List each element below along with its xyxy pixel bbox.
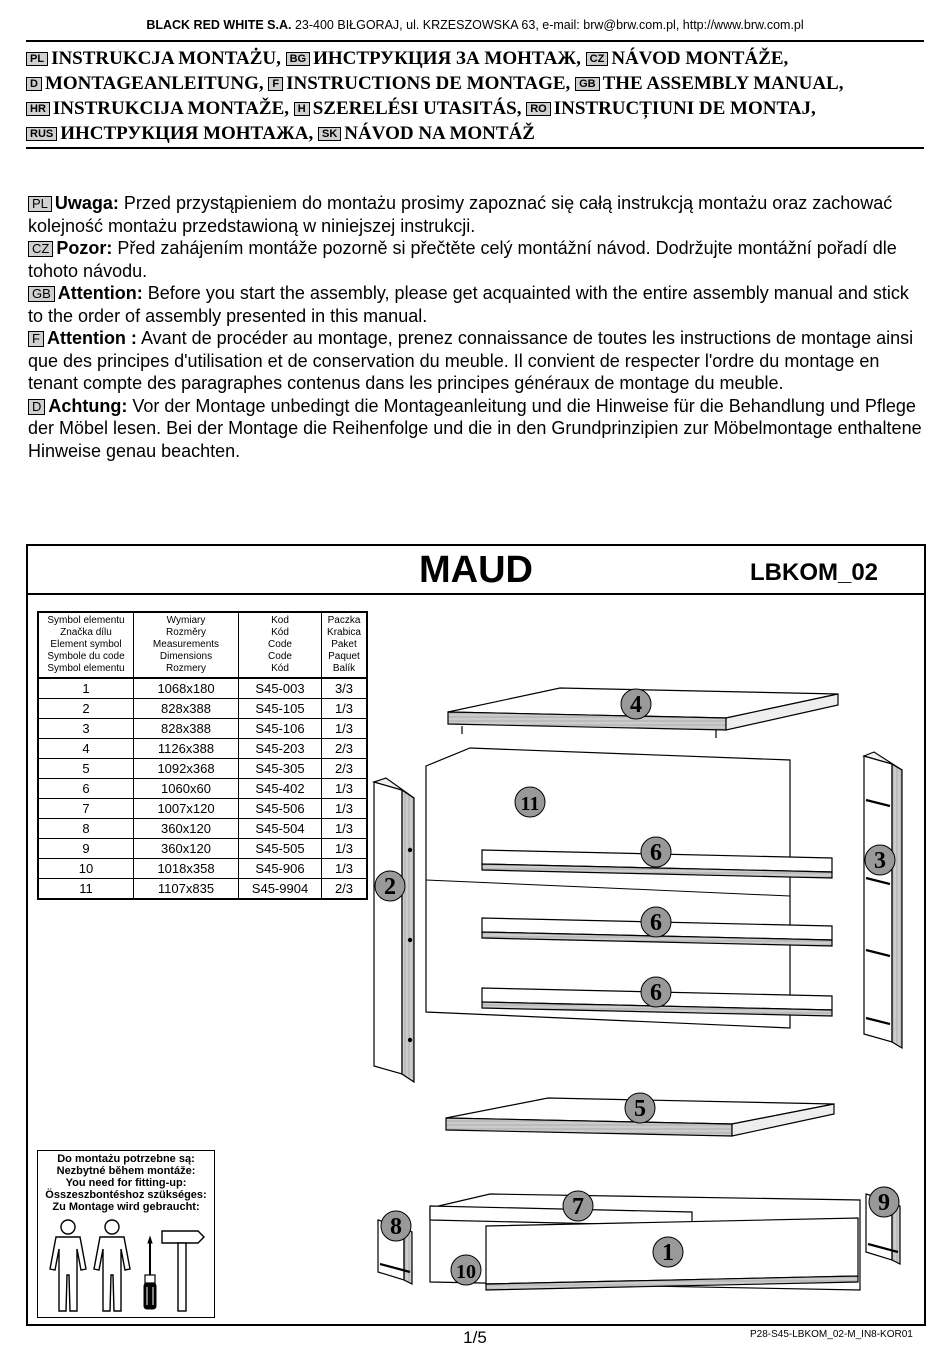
title-text: INSTRUCȚIUNI DE MONTAJ, [553, 98, 816, 119]
tools-line: Do montażu potrzebne są: [57, 1153, 195, 1165]
language-code-badge: GB [28, 286, 55, 302]
table-cell: 11 [38, 879, 134, 900]
part-2-left-side [374, 778, 414, 1082]
title-text: NÁVOD MONTÁŽE, [611, 48, 789, 69]
callout-1-text: 1 [662, 1240, 674, 1266]
note-text: Przed przystąpieniem do montażu prosimy zapoznać się całą instrukcją montażu oraz zachować kolejność montażu przedstawioną w niniejszej instrukcji. [28, 193, 893, 236]
note-label: Attention : [46, 328, 137, 348]
callout-2 [375, 871, 405, 901]
header-line: Značka dílu [60, 627, 112, 638]
callout-6b-text: 6 [650, 910, 662, 936]
callout-6c-text: 6 [650, 980, 662, 1006]
title-text: SZERELÉSI UTASITÁS, [312, 98, 522, 119]
callout-4-text: 4 [630, 692, 642, 718]
table-cell: 6 [38, 779, 134, 799]
callout-11 [515, 787, 545, 817]
language-code-badge: F [268, 77, 283, 91]
table-cell: 8 [38, 819, 134, 839]
header-line: Rozměry [165, 627, 206, 638]
callout-9 [869, 1187, 899, 1217]
tools-line: Nezbytné během montáže: [56, 1165, 196, 1177]
language-code-badge: RUS [26, 127, 57, 141]
table-cell: 1/3 [322, 699, 368, 719]
part-11-back-panel [426, 748, 790, 1028]
callout-9-text: 9 [878, 1190, 890, 1216]
callout-3-text: 3 [874, 848, 886, 874]
callout-6c [641, 977, 671, 1007]
callout-5 [625, 1093, 655, 1123]
table-cell: S45-106 [239, 719, 322, 739]
title-text: INSTRUKCJA MONTAŻU, [51, 48, 281, 69]
table-cell: 1 [38, 678, 134, 699]
note-text: Vor der Montage unbedingt die Montageanleitung und die Hinweise für die Behandlung und Pflege der Möbel lesen. Bei der Montage die Reihenfolge und die in den Grundprinzipien zur Möbelmontage enthaltene Hinweise genau beachten. [28, 395, 922, 461]
callout-3 [865, 845, 895, 875]
callout-7-text: 7 [572, 1194, 584, 1220]
callout-2-text: 2 [384, 874, 396, 900]
note-label: Achtung: [48, 395, 128, 416]
language-code-badge: GB [575, 77, 600, 91]
table-cell: 1/3 [322, 839, 368, 859]
title-text: MONTAGEANLEITUNG, [44, 73, 264, 94]
title-text: NÁVOD NA MONTÁŽ [344, 123, 535, 144]
table-cell: 1/3 [322, 779, 368, 799]
header-line: Measurements [152, 639, 220, 650]
header-line: Krabica [327, 627, 361, 638]
header-line: Paquet [328, 651, 360, 662]
tools-line: Összeszbontéshoz szükséges: [45, 1189, 207, 1201]
note-label: Pozor: [56, 238, 113, 258]
callout-8-text: 8 [390, 1214, 402, 1240]
header-line: Kód [271, 627, 289, 638]
table-cell: 2/3 [322, 759, 368, 779]
header-line: Code [268, 651, 292, 662]
title-text: ИНСТРУКЦИЯ ЗА МОНТАЖ, [313, 48, 581, 69]
header-line: Dimensions [159, 651, 213, 662]
tools-line: You need for fitting-up: [65, 1177, 187, 1189]
table-cell: 2 [38, 699, 134, 719]
note-text: Před zahájením montáže pozorně si přečtěte celý montážní návod. Dodržujte montážní pořadí dle tohoto návodu. [28, 238, 897, 281]
header-line: Symbol elementu [47, 615, 125, 626]
header-line: Paczka [327, 615, 361, 626]
page-number: 1/5 [463, 1328, 487, 1347]
table-cell: 2/3 [322, 879, 368, 900]
language-code-badge: PL [28, 196, 52, 212]
part-3-right-side [864, 752, 902, 1048]
document-code: P28-S45-LBKOM_02-M_IN8-KOR01 [750, 1329, 913, 1340]
language-code-badge: SK [318, 127, 341, 141]
title-text: INSTRUKCIJA MONTAŽE, [52, 98, 290, 119]
header-line: Balík [332, 663, 356, 674]
callout-8 [381, 1211, 411, 1241]
language-code-badge: RO [526, 102, 551, 116]
callout-10 [451, 1255, 481, 1285]
table-cell: 1007x120 [134, 799, 239, 819]
header-line: Rozmery [165, 663, 206, 674]
table-cell: S45-305 [239, 759, 322, 779]
table-cell: 360x120 [134, 819, 239, 839]
callout-5-text: 5 [634, 1096, 646, 1122]
table-cell: S45-003 [239, 678, 322, 699]
table-cell: 3 [38, 719, 134, 739]
table-cell: 360x120 [134, 839, 239, 859]
table-cell: 1060x60 [134, 779, 239, 799]
callout-6a [641, 837, 671, 867]
table-cell: 1/3 [322, 819, 368, 839]
callout-4 [621, 689, 651, 719]
language-code-badge: D [28, 399, 45, 415]
table-cell: S45-504 [239, 819, 322, 839]
note-label: Attention: [57, 283, 143, 303]
product-code: LBKOM_02 [750, 559, 879, 586]
table-cell: 7 [38, 799, 134, 819]
table-cell: 4 [38, 739, 134, 759]
title-text: INSTRUCTIONS DE MONTAGE, [286, 73, 571, 94]
table-cell: S45-402 [239, 779, 322, 799]
table-cell: 9 [38, 839, 134, 859]
table-cell: S45-906 [239, 859, 322, 879]
table-cell: S45-203 [239, 739, 322, 759]
title-text: THE ASSEMBLY MANUAL, [602, 73, 844, 94]
header-line: Element symbol [50, 639, 122, 650]
table-cell: 828x388 [134, 719, 239, 739]
table-cell: 1/3 [322, 859, 368, 879]
table-cell: 828x388 [134, 699, 239, 719]
language-code-badge: CZ [586, 52, 609, 66]
header-line: Symbole du code [47, 651, 125, 662]
table-cell: 5 [38, 759, 134, 779]
table-cell: 1068x180 [134, 678, 239, 699]
table-cell: 1107x835 [134, 879, 239, 900]
table-cell: 1/3 [322, 719, 368, 739]
header-line: Kód [271, 663, 289, 674]
callout-10-text: 10 [456, 1261, 476, 1283]
callout-1 [653, 1237, 683, 1267]
header-line: Wymiary [166, 615, 206, 626]
table-cell: 1092x368 [134, 759, 239, 779]
table-cell: 1126x388 [134, 739, 239, 759]
company-address: 23-400 BIŁGORAJ, ul. KRZESZOWSKA 63, e-mail: brw@brw.com.pl, http://www.brw.com.pl [291, 18, 804, 32]
company-name: BLACK RED WHITE S.A. [146, 18, 292, 32]
callout-7 [563, 1191, 593, 1221]
table-cell: 2/3 [322, 739, 368, 759]
language-code-badge: HR [26, 102, 50, 116]
language-code-badge: D [26, 77, 42, 91]
table-cell: S45-9904 [239, 879, 322, 900]
callout-6a-text: 6 [650, 840, 662, 866]
title-text: ИНСТРУКЦИЯ МОНТАЖА, [60, 123, 314, 144]
callout-6b [641, 907, 671, 937]
note-text: Before you start the assembly, please get acquainted with the entire assembly manual and stick to the order of assembly presented in this manual. [28, 283, 909, 326]
product-name: MAUD [419, 549, 533, 591]
language-code-badge: BG [286, 52, 311, 66]
language-code-badge: H [294, 102, 310, 116]
table-cell: S45-506 [239, 799, 322, 819]
table-cell: 10 [38, 859, 134, 879]
table-cell: 3/3 [322, 678, 368, 699]
table-cell: 1018x358 [134, 859, 239, 879]
header-line: Kod [271, 615, 289, 626]
note-text: Avant de procéder au montage, prenez connaissance de toutes les instructions de montage ainsi que des principes d'utilisation et de conservation du meuble. Il convient de respecter l'ordre du montage en tenant compte des paragraphes contenus dans les principes généraux de montage du meuble. [28, 328, 914, 393]
language-code-badge: CZ [28, 241, 53, 257]
header-line: Code [268, 639, 292, 650]
language-code-badge: PL [26, 52, 48, 66]
header-line: Symbol elementu [47, 663, 125, 674]
table-cell: S45-105 [239, 699, 322, 719]
table-cell: S45-505 [239, 839, 322, 859]
table-cell: 1/3 [322, 799, 368, 819]
header-line: Paket [331, 639, 357, 650]
callout-11-text: 11 [520, 793, 540, 815]
language-code-badge: F [28, 331, 44, 347]
note-label: Uwaga: [54, 193, 119, 213]
tools-line: Zu Montage wird gebraucht: [52, 1201, 200, 1213]
